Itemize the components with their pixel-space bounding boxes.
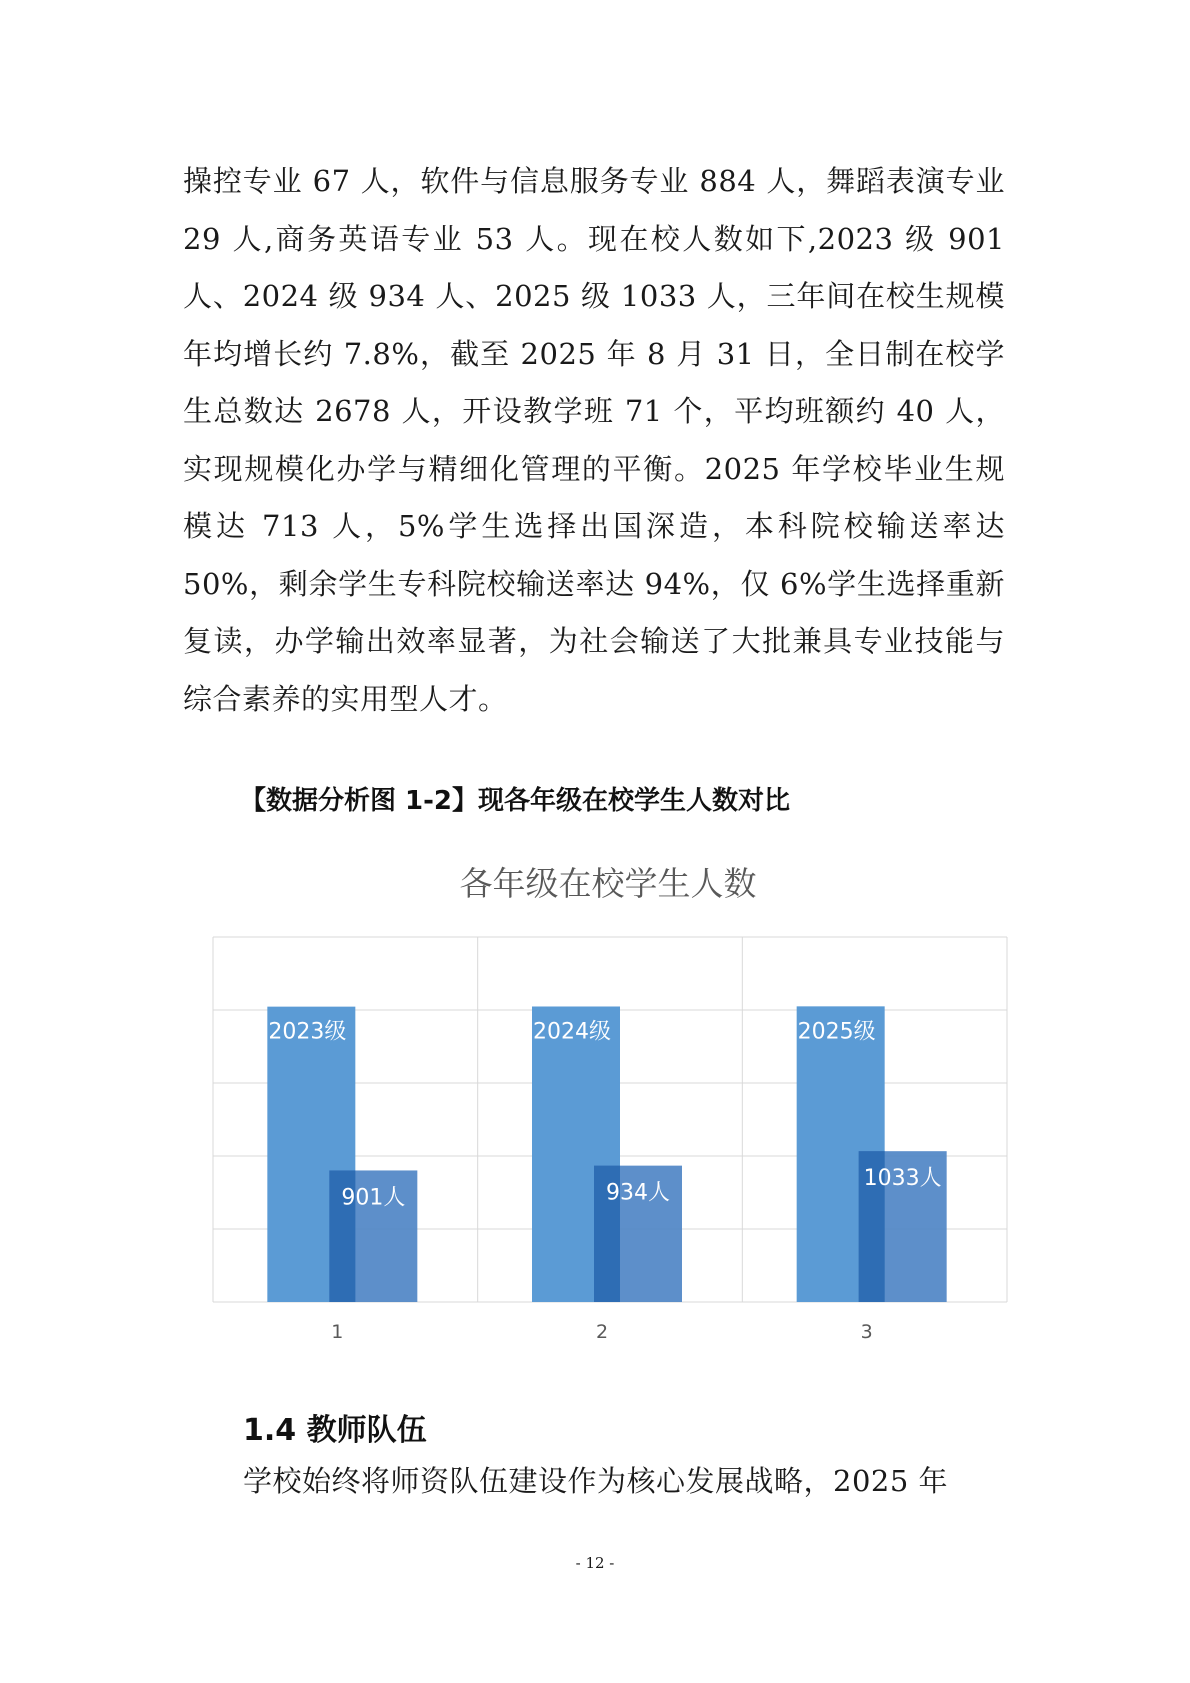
data-label-series-1: 2023级 <box>268 1019 347 1045</box>
data-label-series-2: 934人 <box>606 1180 670 1206</box>
section-heading: 1.4 教师队伍 <box>243 1413 427 1448</box>
data-label-series-1: 2025级 <box>797 1019 876 1045</box>
x-tick-label: 2 <box>595 1321 609 1343</box>
chart-title: 各年级在校学生人数 <box>459 864 757 903</box>
x-tick-label: 3 <box>860 1321 873 1343</box>
data-label-series-2: 901人 <box>341 1185 406 1211</box>
x-tick-label: 1 <box>331 1321 344 1343</box>
figure-caption: 【数据分析图 1-2】现各年级在校学生人数对比 <box>240 786 791 816</box>
body-paragraph-1: 操控专业 67 人，软件与信息服务专业 884 人，舞蹈表演专业 29 人,商务英语专业 53 人。现在校人数如下,2023 级 901 人、2024 级 934 人、2025 级 1033 人，三年间在校生规模年均增长约 7.8%，截至 2025 年 8 月 31 日，全日制在校学生总数达 2678 人，开设教学班 71 个，平均班额约 40 人，实现规模化办学与精细化管理的平衡。2025 年学校毕业生规模达 713 人，5%学生选择出国深造，本科院校输送率达 50%，剩余学生专科院校输送率达 94%，仅 6%学生选择重新复读，办学输出效率显著，为社会输送了大批兼具专业技能与综合素养的实用型人才。 <box>183 164 1005 716</box>
page-number: - 12 - <box>575 1554 615 1572</box>
chart-x-tick-labels <box>331 1321 872 1343</box>
chart-bars <box>267 1006 946 1302</box>
data-label-series-1: 2024级 <box>533 1019 611 1045</box>
data-label-series-2: 1033人 <box>863 1166 942 1192</box>
body-paragraph-2: 学校始终将师资队伍建设作为核心发展战略，2025 年 <box>243 1464 949 1498</box>
